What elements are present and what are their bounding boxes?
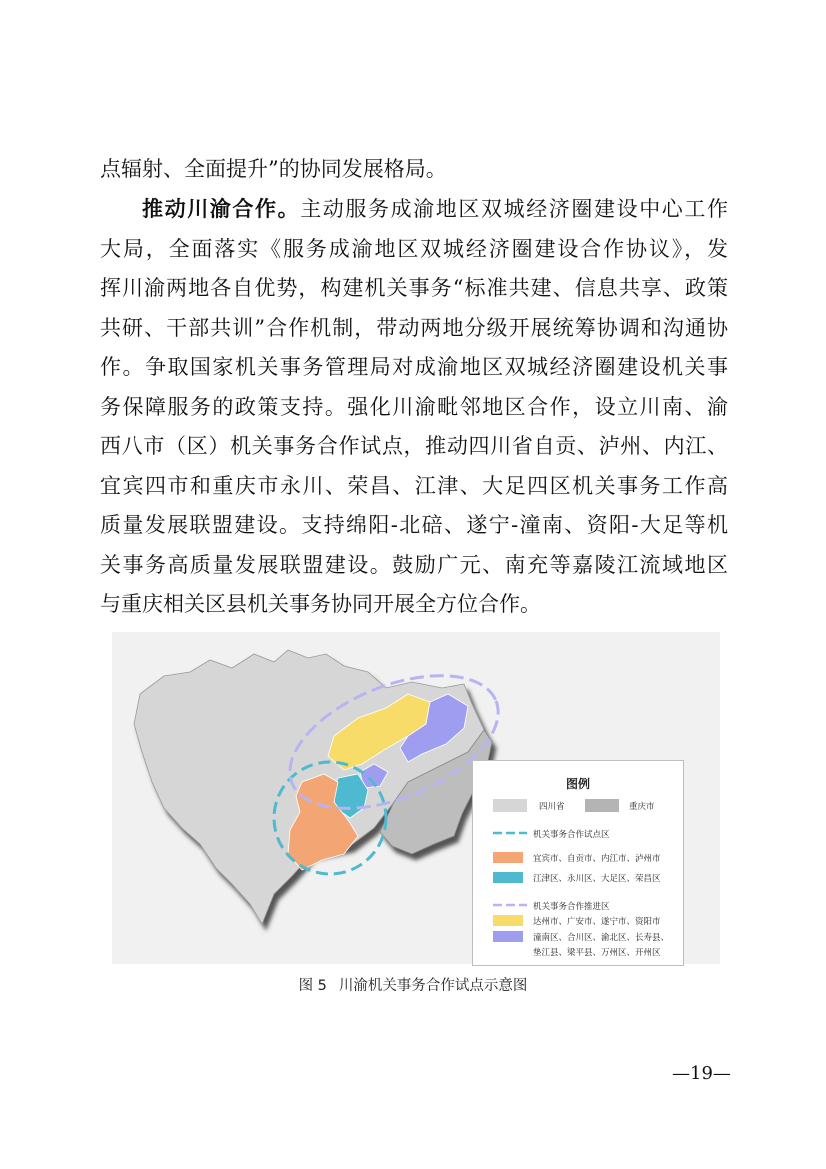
text-line: 与重庆相关区县机关事务协同开展全方位合作。 — [100, 592, 541, 616]
pilot-cyan-swatch — [493, 872, 523, 883]
pilot-cyan-label: 江津区、永川区、大足区、荣昌区 — [533, 874, 661, 884]
lead-heading: 推动川渝合作。 — [142, 197, 301, 221]
text-line: 大局，全面落实《服务成渝地区双城经济圈建设合作协议》，发 — [100, 236, 728, 261]
promo-yellow-swatch — [493, 915, 523, 926]
promo-yellow-label: 达州市、广安市、遂宁市、资阳市 — [533, 917, 661, 927]
text-line: 主动服务成渝地区双城经济圈建设中心工作 — [300, 197, 729, 221]
promo-purple-label-1: 潼南区、合川区、渝北区、长寿县、 — [533, 933, 670, 943]
text-line: 宜宾四市和重庆市永川、荣昌、江津、大足四区机关事务工作高 — [100, 473, 728, 498]
pilot-dash-icon — [493, 830, 527, 836]
map-legend — [472, 760, 684, 966]
text-line: 质量发展联盟建设。支持绵阳-北碚、遂宁-潼南、资阳-大足等机 — [100, 513, 728, 537]
figure-caption — [0, 974, 826, 995]
text-line: 点辐射、全面提升”的协同发展格局。 — [100, 157, 447, 181]
pilot-orange-label: 宜宾市、自贡市、内江市、泸州市 — [533, 854, 661, 864]
chongqing-label: 重庆市 — [629, 802, 655, 812]
chongqing-swatch — [585, 799, 619, 812]
paragraph-sichuan-chongqing — [100, 190, 728, 625]
pilot-zone-label: 机关事务合作试点区 — [533, 830, 610, 840]
figure-number: 图 5 — [298, 978, 327, 994]
promo-dash-icon — [493, 902, 527, 908]
text-line: 作。争取国家机关事务管理局对成渝地区双城经济圈建设机关事 — [100, 355, 728, 379]
page-number: —19— — [672, 1063, 731, 1084]
sichuan-swatch — [493, 799, 527, 812]
text-line: 关事务高质量发展联盟建设。鼓励广元、南充等嘉陵江流域地区 — [100, 552, 728, 577]
text-line: 共研、干部共训”合作机制，带动两地分级开展统筹协调和沟通协 — [100, 315, 728, 340]
promo-purple-swatch — [493, 931, 523, 942]
pilot-orange-swatch — [493, 852, 523, 863]
sichuan-label: 四川省 — [539, 802, 565, 812]
legend-title: 图例 — [565, 777, 590, 791]
promo-zone-label: 机关事务合作推进区 — [533, 902, 610, 912]
promo-purple-label-2: 垫江县、梁平县、万州区、开州区 — [533, 948, 661, 958]
text-line: 西八市（区）机关事务合作试点，推动四川省自贡、泸州、内江、 — [100, 434, 728, 458]
figure-caption-text: 川渝机关事务合作试点示意图 — [338, 978, 528, 994]
text-line-first — [100, 190, 728, 230]
text-line: 挥川渝两地各自优势，构建机关事务“标准共建、信息共享、政策 — [100, 276, 728, 300]
text-line: 务保障服务的政策支持。强化川渝毗邻地区合作，设立川南、渝 — [100, 394, 728, 419]
paragraph-intro — [100, 150, 728, 190]
